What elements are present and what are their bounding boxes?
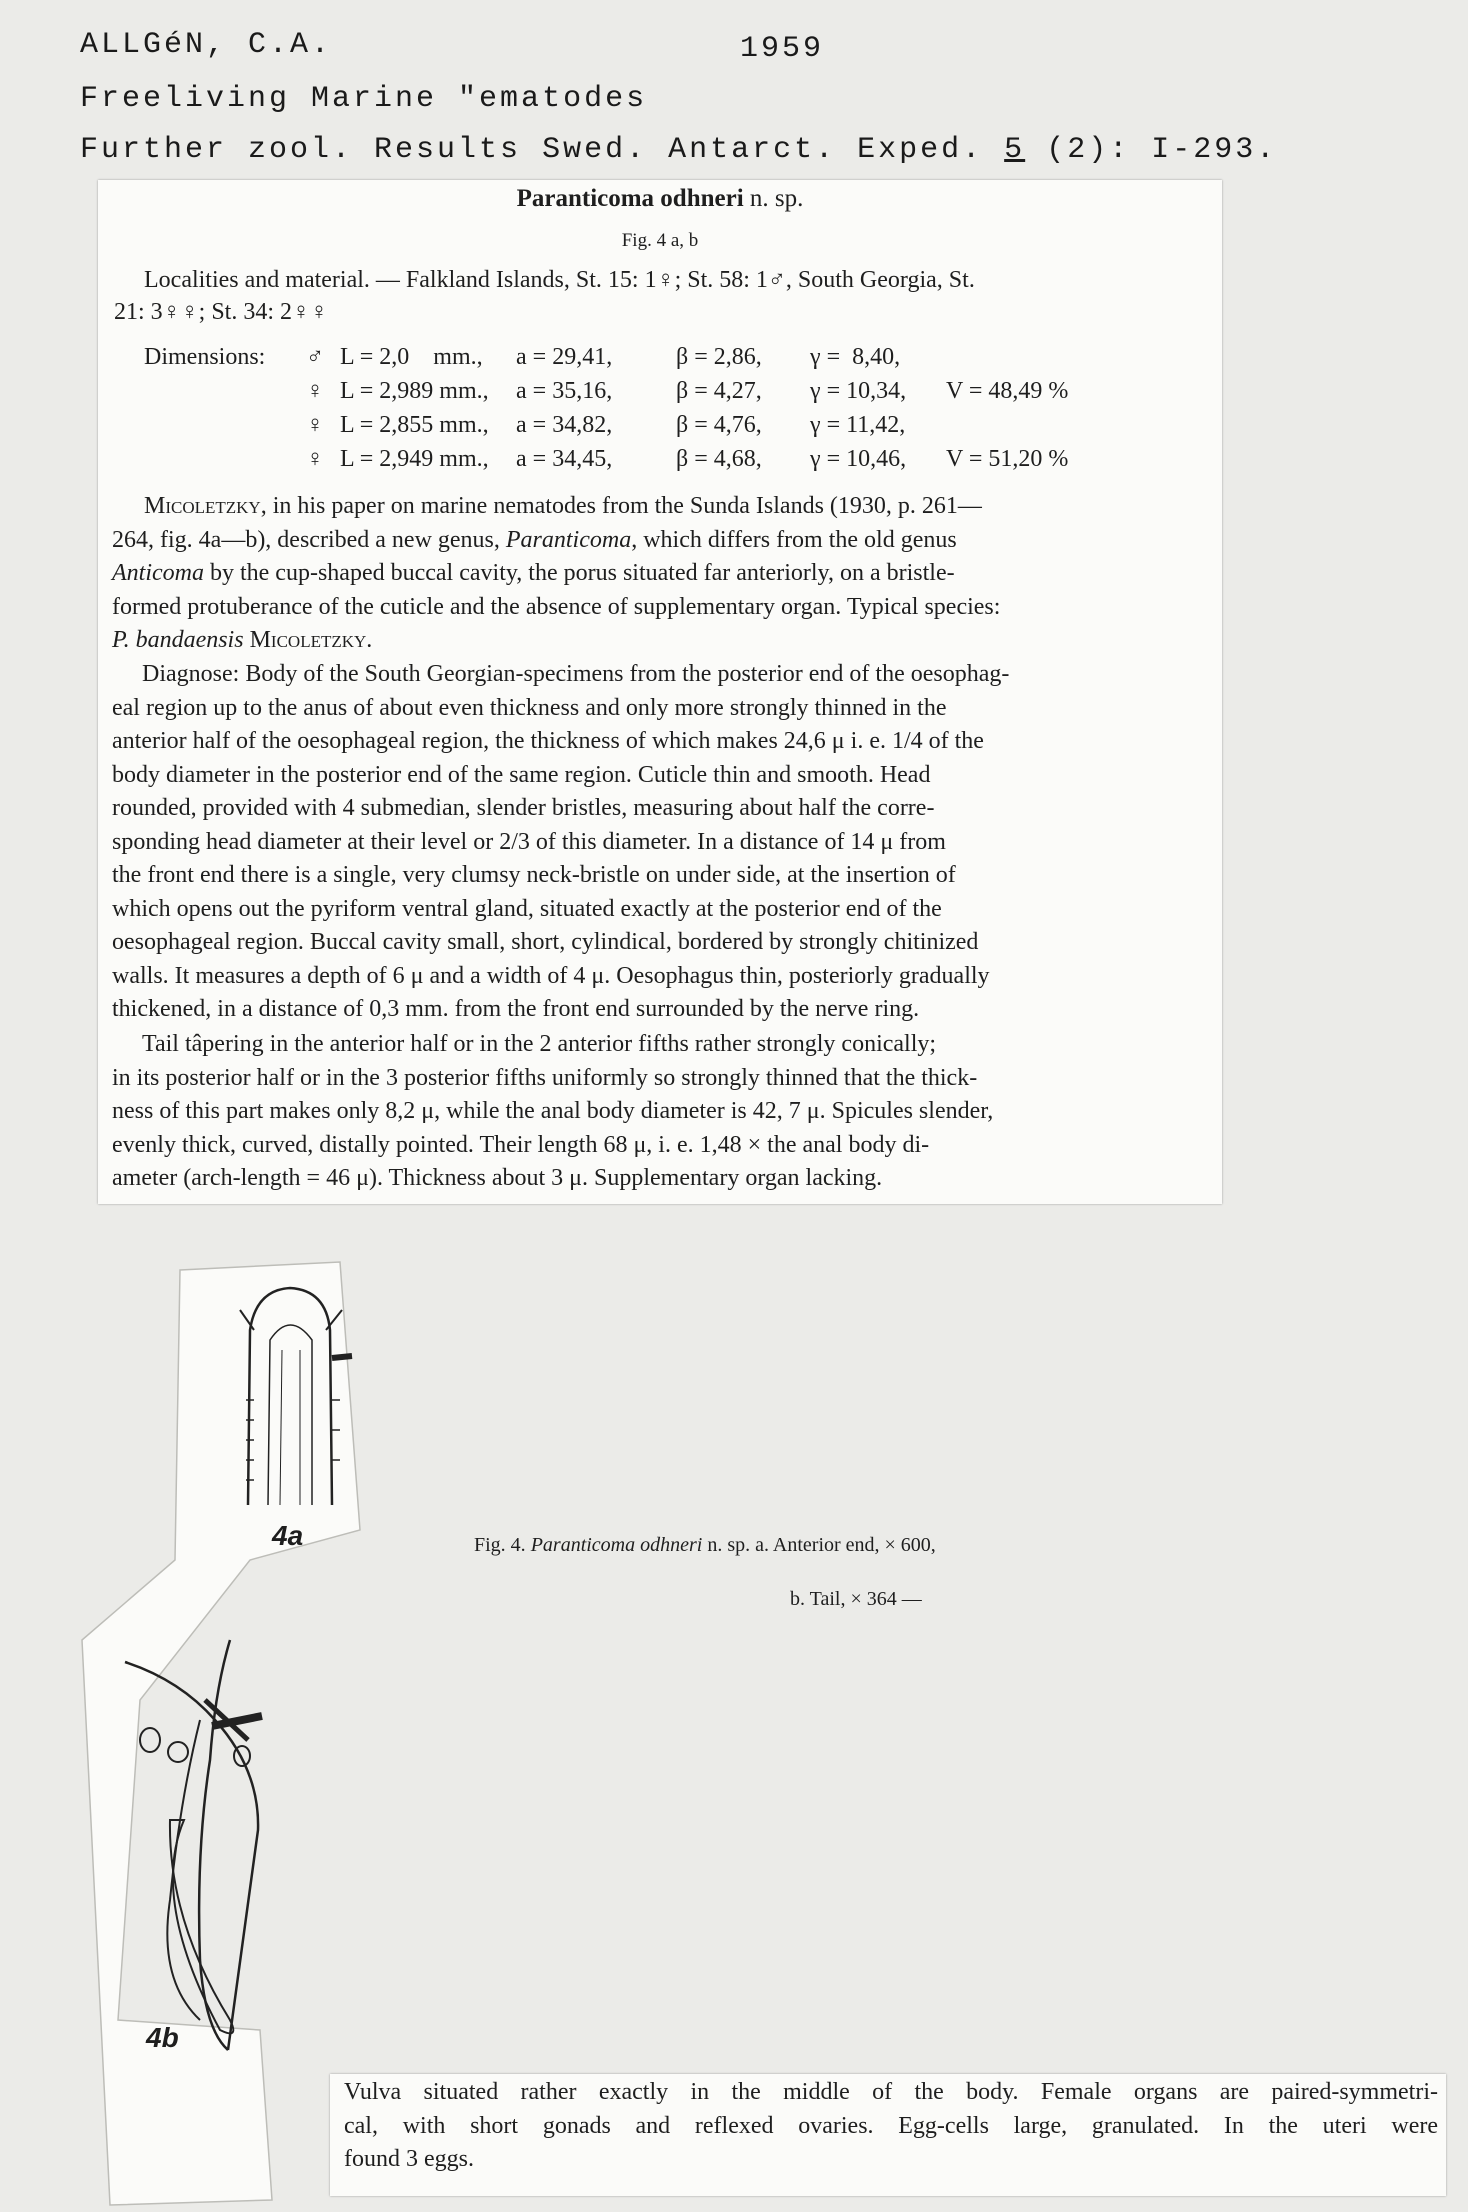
tail-line-1: Tail tâpering in the anterior half or in the 2 anterior fifths rather strongly conically; bbox=[142, 1031, 937, 1057]
dimension-a: a = 34,82, bbox=[516, 412, 613, 438]
dimension-g: γ = 11,42, bbox=[810, 412, 906, 438]
diag-line-10: walls. It measures a depth of 6 μ and a width of 4 μ. Oesophagus thin, posteriorly gradually bbox=[112, 962, 990, 989]
diag-line-1: Diagnose: Body of the South Georgian-specimens from the posterior end of the oesophag- bbox=[142, 661, 1010, 687]
source-rest: (2): I-293. bbox=[1046, 133, 1278, 167]
author-micoletzky: Micoletzky bbox=[144, 493, 261, 519]
figure-label-4b: 4b bbox=[146, 2022, 179, 2053]
diag-line-7: the front end there is a single, very clumsy neck-bristle on under side, at the insertion of bbox=[112, 862, 956, 888]
vulva-line-2: cal, with short gonads and reflexed ovaries. Egg-cells large, granulated. In the uteri were bbox=[344, 2112, 1438, 2139]
species-bandaensis: P. bandaensis bbox=[112, 627, 244, 653]
dimension-V: V = 51,20 % bbox=[946, 446, 1069, 472]
card-year: 1959 bbox=[740, 32, 825, 66]
dimension-L: L = 2,989 mm., bbox=[340, 378, 489, 404]
mic-line-1: , in his paper on marine nematodes from the Sunda Islands (1930, p. 261— bbox=[260, 493, 982, 519]
species-suffix: n. sp. bbox=[749, 185, 804, 212]
dimension-a: a = 29,41, bbox=[516, 344, 613, 370]
localities-line-1: Localities and material. — Falkland Islands, St. 15: 1♀; St. 58: 1♂, South Georgia, St. bbox=[144, 267, 975, 293]
diag-line-2: eal region up to the anus of about even thickness and only more strongly thinned in the bbox=[112, 694, 947, 721]
mic-line-2a: 264, fig. 4a—b), described a new genus, bbox=[112, 526, 506, 553]
dimension-L: L = 2,855 mm., bbox=[340, 412, 489, 438]
dimension-sex: ♀ bbox=[306, 378, 324, 404]
diag-line-8: which opens out the pyriform ventral gland, situated exactly at the posterior end of the bbox=[112, 895, 942, 922]
nematode-tail-drawing bbox=[125, 1640, 262, 2050]
vulva-line-1: Vulva situated rather exactly in the middle of the body. Female organs are paired-symmetri- bbox=[344, 2079, 1438, 2105]
dimension-L: L = 2,0 mm., bbox=[340, 344, 483, 370]
tail-line-3: ness of this part makes only 8,2 μ, while the anal body diameter is 42, 7 μ. Spicules slender, bbox=[112, 1098, 994, 1124]
diag-line-3: anterior half of the oesophageal region, the thickness of which makes 24,6 μ i. e. 1/4 of the bbox=[112, 728, 984, 754]
card-title: Freeliving Marine "ematodes bbox=[80, 82, 648, 116]
diag-line-11: thickened, in a distance of 0,3 mm. from the front end surrounded by the nerve ring. bbox=[112, 996, 920, 1022]
tail-line-2: in its posterior half or in the 3 posterior fifths uniformly so strongly thinned that the thick- bbox=[112, 1064, 978, 1091]
diag-line-4: body diameter in the posterior end of the same region. Cuticle thin and smooth. Head bbox=[112, 761, 931, 788]
dimension-b: β = 4,76, bbox=[676, 412, 762, 438]
figure-label-4a: 4a bbox=[272, 1520, 304, 1551]
dimension-g: γ = 10,34, bbox=[810, 378, 907, 404]
mic-line-2b: , which differs from the old genus bbox=[631, 526, 957, 553]
dimension-b: β = 2,86, bbox=[676, 344, 762, 370]
dimension-sex: ♀ bbox=[306, 446, 324, 472]
species-name: Paranticoma odhneri bbox=[516, 185, 744, 212]
vulva-line-3: found 3 eggs. bbox=[344, 2146, 474, 2172]
dimension-V: V = 48,49 % bbox=[946, 378, 1069, 404]
dimension-sex: ♀ bbox=[306, 412, 324, 438]
author-micoletzky-2: Micoletzky. bbox=[243, 627, 373, 653]
genus-anticoma: Anticoma bbox=[112, 560, 204, 586]
source-volume: 5 bbox=[1004, 133, 1026, 167]
tail-line-4: evenly thick, curved, distally pointed. Their length 68 μ, i. e. 1,48 × the anal body di- bbox=[112, 1131, 930, 1158]
caption-rest: n. sp. a. Anterior end, × 600, bbox=[702, 1534, 936, 1556]
dimension-L: L = 2,949 mm., bbox=[340, 446, 489, 472]
tail-line-5: ameter (arch-length = 46 μ). Thickness about 3 μ. Supplementary organ lacking. bbox=[112, 1165, 883, 1191]
diag-line-6: sponding head diameter at their level or 2/3 of this diameter. In a distance of 14 μ from bbox=[112, 828, 946, 855]
dimension-b: β = 4,68, bbox=[676, 446, 762, 472]
figure-caption-line-1 bbox=[474, 1534, 936, 1557]
fig-reference: Fig. 4 a, b bbox=[621, 230, 699, 251]
dimension-b: β = 4,27, bbox=[676, 378, 762, 404]
diag-line-5: rounded, provided with 4 submedian, slender bristles, measuring about half the corre- bbox=[112, 795, 935, 821]
diag-line-9: oesophageal region. Buccal cavity small, short, cylindical, bordered by strongly chitinized bbox=[112, 929, 979, 955]
mic-line-3: by the cup-shaped buccal cavity, the porus situated far anteriorly, on a bristle- bbox=[203, 560, 955, 586]
dimension-a: a = 34,45, bbox=[516, 446, 613, 472]
dimensions-label: Dimensions: bbox=[144, 344, 266, 370]
localities-line-2: 21: 3♀♀; St. 34: 2♀♀ bbox=[114, 299, 329, 325]
genus-paranticoma: Paranticoma bbox=[505, 526, 632, 553]
dimension-a: a = 35,16, bbox=[516, 378, 613, 404]
paragraph-vulva bbox=[344, 2076, 1438, 2177]
dimension-g: γ = 8,40, bbox=[810, 344, 901, 370]
figure-caption-line-2: b. Tail, × 364 — bbox=[790, 1588, 922, 1610]
mic-line-4: formed protuberance of the cuticle and the absence of supplementary organ. Typical species: bbox=[112, 593, 1001, 620]
dimension-sex: ♂ bbox=[306, 344, 324, 370]
caption-species: Paranticoma odhneri bbox=[530, 1534, 703, 1556]
dimension-g: γ = 10,46, bbox=[810, 446, 907, 472]
caption-prefix: Fig. 4. bbox=[474, 1534, 531, 1556]
card-author: ALLGéN, C.A. bbox=[80, 28, 333, 62]
source-prefix: Further zool. Results Swed. Antarct. Exped. bbox=[80, 133, 984, 167]
